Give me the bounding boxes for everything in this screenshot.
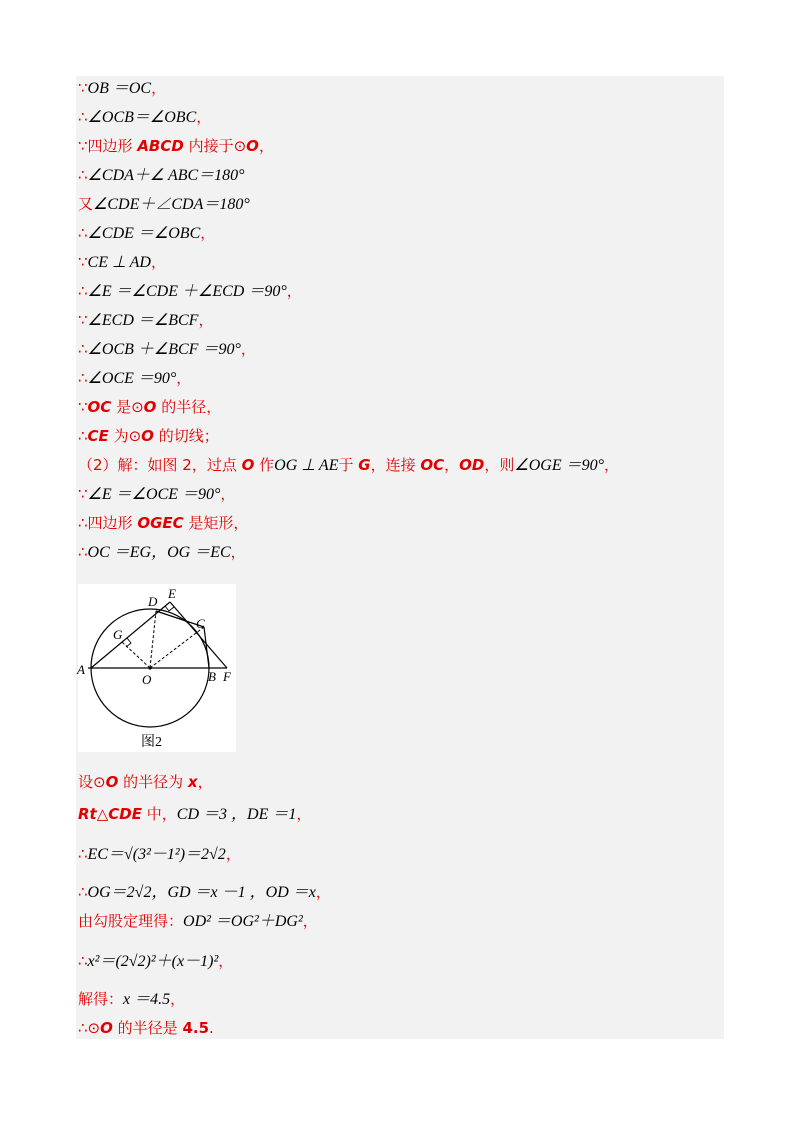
solution-line-2: ∴∠OCB＝∠OBC， (78, 108, 212, 126)
solution-line-18: 设⊙O 的半径为 x， (78, 773, 213, 791)
right-angle-e (165, 606, 174, 611)
center-dot (148, 666, 151, 669)
solution-line-17: ∴OC ＝EG，OG ＝EC， (78, 543, 246, 561)
solution-line-4: ∴∠CDA＋∠ ABC＝180° (78, 166, 245, 184)
solution-line-19: Rt△CDE 中，CD ＝3 ，DE ＝1， (78, 805, 312, 823)
figure-caption: 图2 (141, 735, 162, 750)
solution-line-11: ∴∠OCE ＝90°， (78, 369, 192, 387)
solution-line-16: ∴四边形 OGEC 是矩形， (78, 514, 249, 532)
line-og (122, 642, 150, 668)
solution-line-1: ∵OB ＝OC， (78, 79, 167, 97)
label-d: D (148, 594, 158, 609)
figure-svg (78, 584, 236, 752)
solution-line-20: ∴EC＝√(3²－1²)＝2√2， (78, 845, 241, 863)
solution-line-5: 又∠CDE＋∠CDA＝180° (78, 195, 250, 213)
label-o: O (142, 672, 152, 687)
solution-line-15: ∵∠E ＝∠OCE ＝90°， (78, 485, 236, 503)
solution-line-22: 由勾股定理得：OD² ＝OG²＋DG²， (78, 912, 318, 930)
solution-line-7: ∵CE ⊥ AD， (78, 253, 166, 271)
label-c: C (196, 616, 205, 631)
geometry-figure (78, 584, 236, 752)
solution-line-8: ∴∠E ＝∠CDE ＋∠ECD ＝90°， (78, 282, 302, 300)
solution-line-12: ∵OC 是⊙O 的半径， (78, 398, 222, 416)
solution-line-9: ∵∠ECD ＝∠BCF， (78, 311, 214, 329)
label-e: E (168, 586, 176, 601)
label-g: G (113, 627, 123, 642)
solution-line-13: ∴CE 为⊙O 的切线； (78, 427, 219, 445)
solution-line-24: 解得：x ＝4.5， (78, 990, 186, 1008)
solution-line-23: ∴x²＝(2√2)²＋(x－1)²， (78, 952, 234, 970)
line-ef (170, 602, 227, 668)
line-od (150, 611, 156, 668)
solution-line-14: （2）解：如图 2，过点 O 作OG ⊥ AE于 G，连接 OC，OD，则∠OGE ＝90°， (78, 456, 620, 474)
solution-line-6: ∴∠CDE ＝∠OBC， (78, 224, 216, 242)
right-angle-g (126, 638, 131, 647)
label-f: F (223, 669, 231, 684)
solution-line-10: ∴∠OCB ＋∠BCF ＝90°， (78, 340, 256, 358)
label-b: B (208, 669, 216, 684)
line-oc (150, 627, 204, 668)
solution-line-21: ∴OG＝2√2，GD ＝x －1 ，OD ＝x， (78, 883, 331, 901)
solution-line-25: ∴⊙O 的半径是 4.5. (78, 1019, 214, 1037)
solution-line-3: ∵四边形 ABCD 内接于⊙O， (78, 137, 274, 155)
label-a: A (77, 662, 85, 677)
